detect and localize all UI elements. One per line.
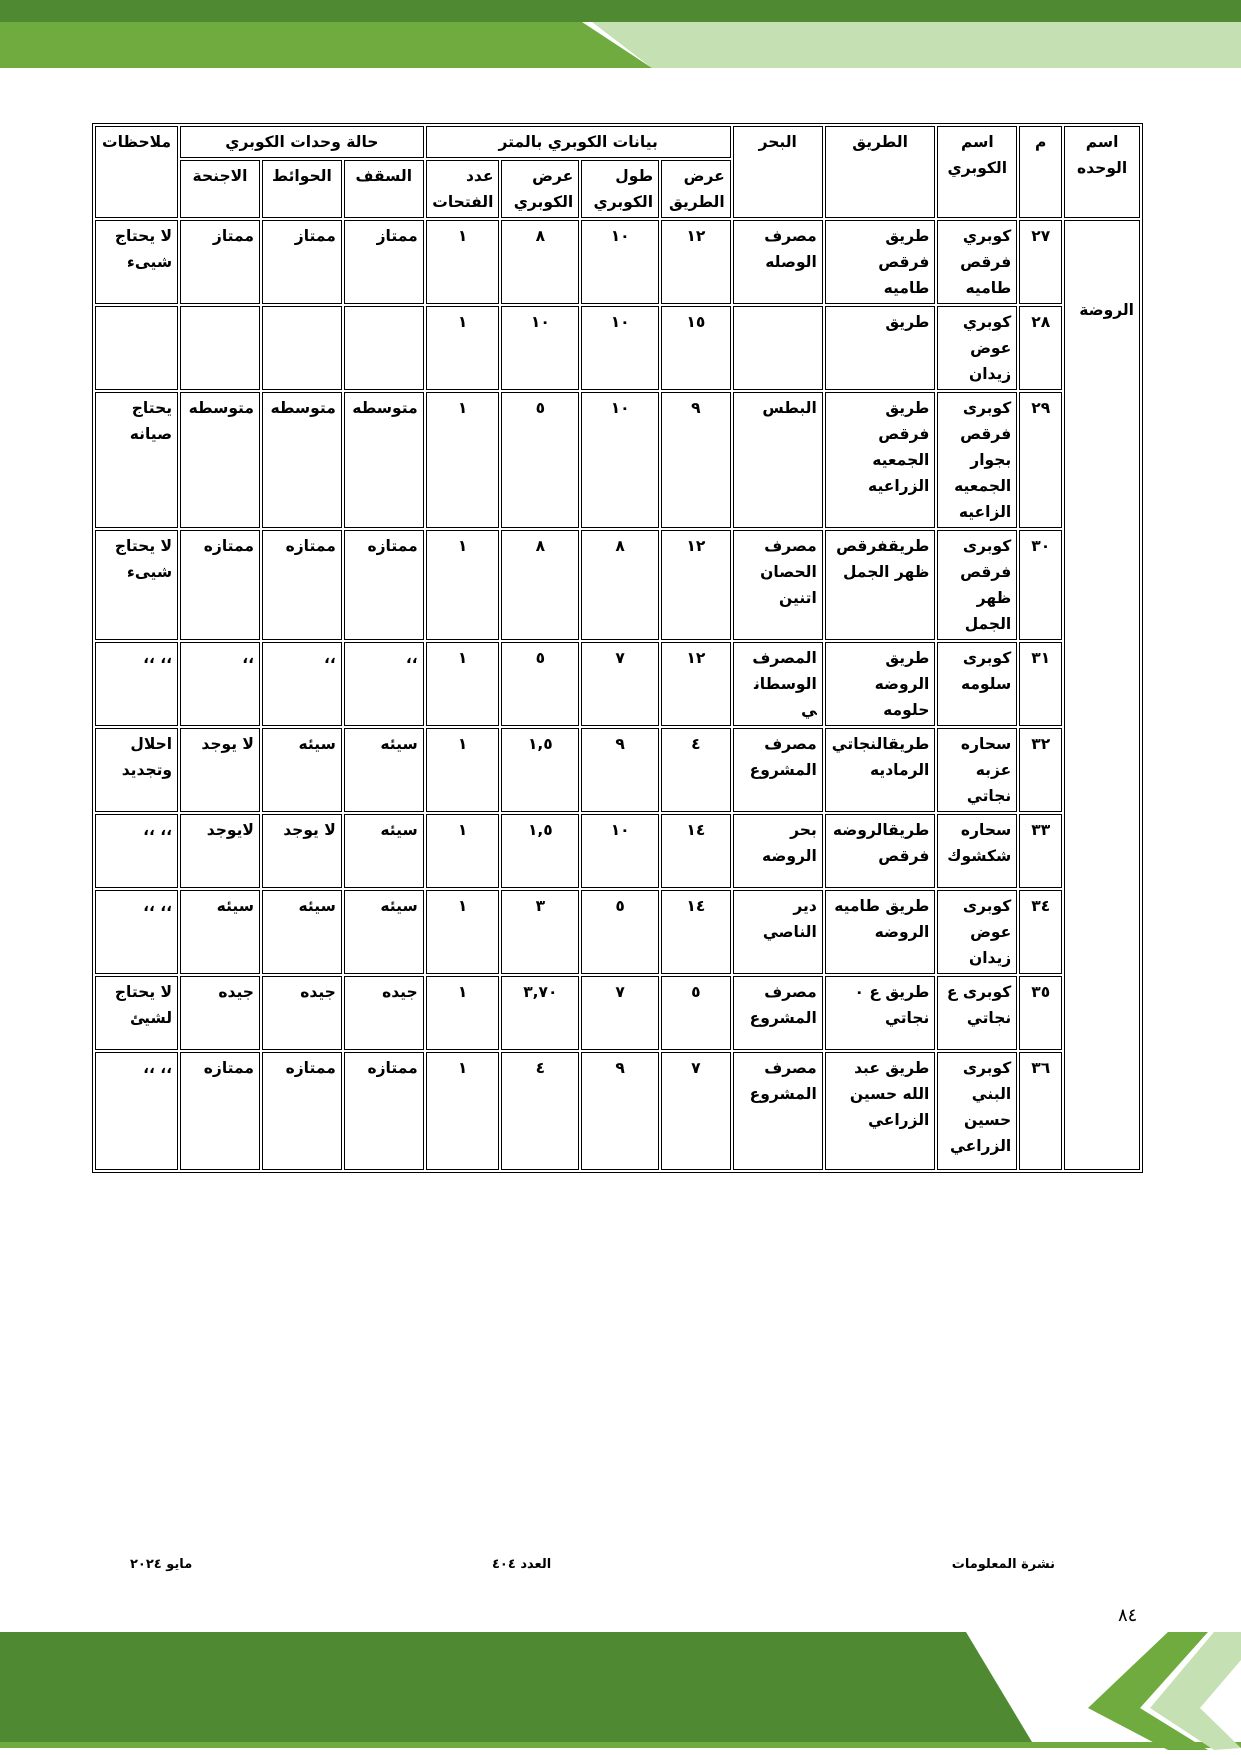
- row-road-width: ١٢: [661, 220, 731, 304]
- table-row: [95, 642, 1140, 726]
- row-roof-condition: جيده: [344, 976, 424, 1050]
- row-notes: يحتاج صيانه: [95, 392, 178, 528]
- row-bridge-name: كوبري فرقص طاميه: [937, 220, 1017, 304]
- header-unit-name: اسم الوحده: [1064, 126, 1140, 218]
- bottom-band-bottom-line: [0, 1742, 1241, 1748]
- row-canal: مصرف الوصله: [733, 220, 823, 304]
- page-footer: [0, 1557, 1241, 1581]
- footer-issue: العدد ٤٠٤: [492, 1557, 552, 1572]
- row-bridge-name: كوبرى عوض زيدان: [937, 890, 1017, 974]
- row-walls-condition: سيئه: [262, 890, 342, 974]
- row-index: ٣٠: [1019, 530, 1062, 640]
- header-bridge-name: اسم الكوبري: [937, 126, 1017, 218]
- row-bridge-name: سحاره عزبه نجاتي: [937, 728, 1017, 812]
- table-row: [95, 392, 1140, 528]
- row-index: ٣٣: [1019, 814, 1062, 888]
- bottom-band-dark-stripe: [0, 1632, 1032, 1742]
- row-bridge-length: ٧: [581, 976, 659, 1050]
- row-openings: ١: [426, 530, 500, 640]
- header-index: م: [1019, 126, 1062, 218]
- row-road-width: ٩: [661, 392, 731, 528]
- table-row: [95, 890, 1140, 974]
- row-bridge-name: كوبرى البني حسين الزراعي: [937, 1052, 1017, 1170]
- row-index: ٣٤: [1019, 890, 1062, 974]
- row-canal: مصرف الحصان اتنين: [733, 530, 823, 640]
- row-openings: ١: [426, 220, 500, 304]
- row-notes: لا يحتاج لشيئ: [95, 976, 178, 1050]
- row-canal: مصرف المشروع: [733, 976, 823, 1050]
- row-bridge-width: ٨: [501, 220, 579, 304]
- row-bridge-length: ٩: [581, 1052, 659, 1170]
- row-road: طريق: [825, 306, 936, 390]
- top-band-mid-stripe: [0, 22, 652, 68]
- row-wings-condition: ممتازه: [180, 530, 260, 640]
- top-band-dark-stripe: [0, 0, 1241, 22]
- top-header-band: [0, 0, 1241, 72]
- row-openings: ١: [426, 642, 500, 726]
- row-walls-condition: ممتازه: [262, 1052, 342, 1170]
- row-road: طريقالروضه فرقص: [825, 814, 936, 888]
- row-notes: ،، ،،: [95, 642, 178, 726]
- table-row: [95, 814, 1140, 888]
- bridges-table: [92, 123, 1143, 1173]
- row-wings-condition: ممتازه: [180, 1052, 260, 1170]
- row-roof-condition: [344, 306, 424, 390]
- row-bridge-width: ١,٥: [501, 728, 579, 812]
- row-canal: بحر الروضه: [733, 814, 823, 888]
- row-notes: احلال وتجديد: [95, 728, 178, 812]
- row-openings: ١: [426, 1052, 500, 1170]
- row-walls-condition: لا يوجد: [262, 814, 342, 888]
- row-road-width: ٥: [661, 976, 731, 1050]
- row-canal: [733, 306, 823, 390]
- row-openings: ١: [426, 306, 500, 390]
- row-notes: [95, 306, 178, 390]
- row-road-width: ١٤: [661, 814, 731, 888]
- row-bridge-length: ٥: [581, 890, 659, 974]
- header-walls: الحوائط: [262, 160, 342, 218]
- row-walls-condition: ،،: [262, 642, 342, 726]
- row-index: ٣٢: [1019, 728, 1062, 812]
- header-bridge-length: طول الكوبري: [581, 160, 659, 218]
- row-openings: ١: [426, 728, 500, 812]
- header-roof: السقف: [344, 160, 424, 218]
- row-canal: مصرف المشروع: [733, 728, 823, 812]
- row-road: طريق ع ٠ نجاتي: [825, 976, 936, 1050]
- row-index: ٣٥: [1019, 976, 1062, 1050]
- row-index: ٣٦: [1019, 1052, 1062, 1170]
- row-canal: دير الناصي: [733, 890, 823, 974]
- row-bridge-name: كوبرى سلومه: [937, 642, 1017, 726]
- row-wings-condition: متوسطه: [180, 392, 260, 528]
- row-roof-condition: متوسطه: [344, 392, 424, 528]
- row-bridge-length: ٧: [581, 642, 659, 726]
- table-row: [95, 306, 1140, 390]
- row-roof-condition: سيئه: [344, 814, 424, 888]
- row-roof-condition: ،،: [344, 642, 424, 726]
- row-road-width: ٧: [661, 1052, 731, 1170]
- row-bridge-length: ١٠: [581, 392, 659, 528]
- row-bridge-name: كوبرى ع نجاتي: [937, 976, 1017, 1050]
- header-openings: عدد الفتحات: [426, 160, 500, 218]
- row-wings-condition: جيده: [180, 976, 260, 1050]
- row-openings: ١: [426, 814, 500, 888]
- row-road: طريق عبد الله حسين الزراعي: [825, 1052, 936, 1170]
- row-road-width: ٤: [661, 728, 731, 812]
- row-road-width: ١٥: [661, 306, 731, 390]
- row-unit-name: الروضة: [1064, 220, 1140, 1170]
- footer-publication: نشرة المعلومات: [951, 1557, 1055, 1572]
- row-wings-condition: سيئه: [180, 890, 260, 974]
- row-roof-condition: ممتازه: [344, 1052, 424, 1170]
- row-walls-condition: ممتاز: [262, 220, 342, 304]
- table-row: [95, 530, 1140, 640]
- header-road-width: عرض الطريق: [661, 160, 731, 218]
- header-canal: البحر: [733, 126, 823, 218]
- table-row: [95, 728, 1140, 812]
- row-notes: ،، ،،: [95, 814, 178, 888]
- row-notes: ،، ،،: [95, 1052, 178, 1170]
- row-roof-condition: ممتاز: [344, 220, 424, 304]
- table-row: [95, 220, 1140, 304]
- row-canal: المصرف الوسطاني: [733, 642, 823, 726]
- row-wings-condition: ،،: [180, 642, 260, 726]
- row-road: طريقالنجاتي الرماديه: [825, 728, 936, 812]
- table-row: [95, 976, 1140, 1050]
- row-bridge-width: ٣: [501, 890, 579, 974]
- row-canal: البطس: [733, 392, 823, 528]
- row-bridge-name: كوبرى فرقص ظهر الجمل: [937, 530, 1017, 640]
- header-condition-group: حالة وحدات الكوبري: [180, 126, 424, 158]
- row-index: ٣١: [1019, 642, 1062, 726]
- row-notes: ،، ،،: [95, 890, 178, 974]
- row-bridge-length: ١٠: [581, 814, 659, 888]
- row-canal: مصرف المشروع: [733, 1052, 823, 1170]
- row-index: ٢٩: [1019, 392, 1062, 528]
- row-road: طريق فرقص الجمعيه الزراعيه: [825, 392, 936, 528]
- row-wings-condition: [180, 306, 260, 390]
- header-wings: الاجنحة: [180, 160, 260, 218]
- row-road: طريق الروضه حلومه: [825, 642, 936, 726]
- row-notes: لا يحتاج شيىء: [95, 220, 178, 304]
- row-openings: ١: [426, 890, 500, 974]
- row-bridge-length: ٨: [581, 530, 659, 640]
- header-bridge-data-group: بيانات الكوبري بالمتر: [426, 126, 731, 158]
- row-walls-condition: سيئه: [262, 728, 342, 812]
- footer-date: مايو ٢٠٢٤: [130, 1557, 193, 1572]
- row-notes: لا يحتاج شيىء: [95, 530, 178, 640]
- row-openings: ١: [426, 976, 500, 1050]
- bottom-footer-band: [0, 1630, 1241, 1755]
- row-bridge-name: سحاره شكشوك: [937, 814, 1017, 888]
- row-road: طريقفرقص ظهر الجمل: [825, 530, 936, 640]
- row-bridge-width: ٥: [501, 642, 579, 726]
- row-wings-condition: ممتاز: [180, 220, 260, 304]
- row-bridge-width: ١٠: [501, 306, 579, 390]
- row-bridge-width: ٨: [501, 530, 579, 640]
- row-roof-condition: سيئه: [344, 890, 424, 974]
- row-walls-condition: ممتازه: [262, 530, 342, 640]
- row-walls-condition: جيده: [262, 976, 342, 1050]
- row-road: طريق طاميه الروضه: [825, 890, 936, 974]
- row-wings-condition: لا يوجد: [180, 728, 260, 812]
- row-index: ٢٧: [1019, 220, 1062, 304]
- table-body: [95, 220, 1140, 1170]
- header-road: الطريق: [825, 126, 936, 218]
- row-bridge-length: ١٠: [581, 220, 659, 304]
- row-walls-condition: [262, 306, 342, 390]
- row-roof-condition: ممتازه: [344, 530, 424, 640]
- row-openings: ١: [426, 392, 500, 528]
- row-walls-condition: متوسطه: [262, 392, 342, 528]
- row-bridge-name: كوبري عوض زيدان: [937, 306, 1017, 390]
- row-road: طريق فرقص طاميه: [825, 220, 936, 304]
- row-bridge-width: ٣,٧٠: [501, 976, 579, 1050]
- table-row: [95, 1052, 1140, 1170]
- row-roof-condition: سيئه: [344, 728, 424, 812]
- row-road-width: ١٤: [661, 890, 731, 974]
- row-road-width: ١٢: [661, 642, 731, 726]
- bridges-table-container: [92, 123, 1143, 1173]
- header-notes: ملاحظات: [95, 126, 178, 218]
- row-index: ٢٨: [1019, 306, 1062, 390]
- row-bridge-width: ١,٥: [501, 814, 579, 888]
- row-bridge-name: كوبرى فرقص بجوار الجمعيه الزاعيه: [937, 392, 1017, 528]
- page-number: ٨٤: [1118, 1605, 1138, 1626]
- row-road-width: ١٢: [661, 530, 731, 640]
- row-wings-condition: لايوجد: [180, 814, 260, 888]
- row-bridge-length: ٩: [581, 728, 659, 812]
- row-bridge-width: ٥: [501, 392, 579, 528]
- header-bridge-width: عرض الكوبري: [501, 160, 579, 218]
- row-bridge-length: ١٠: [581, 306, 659, 390]
- row-bridge-width: ٤: [501, 1052, 579, 1170]
